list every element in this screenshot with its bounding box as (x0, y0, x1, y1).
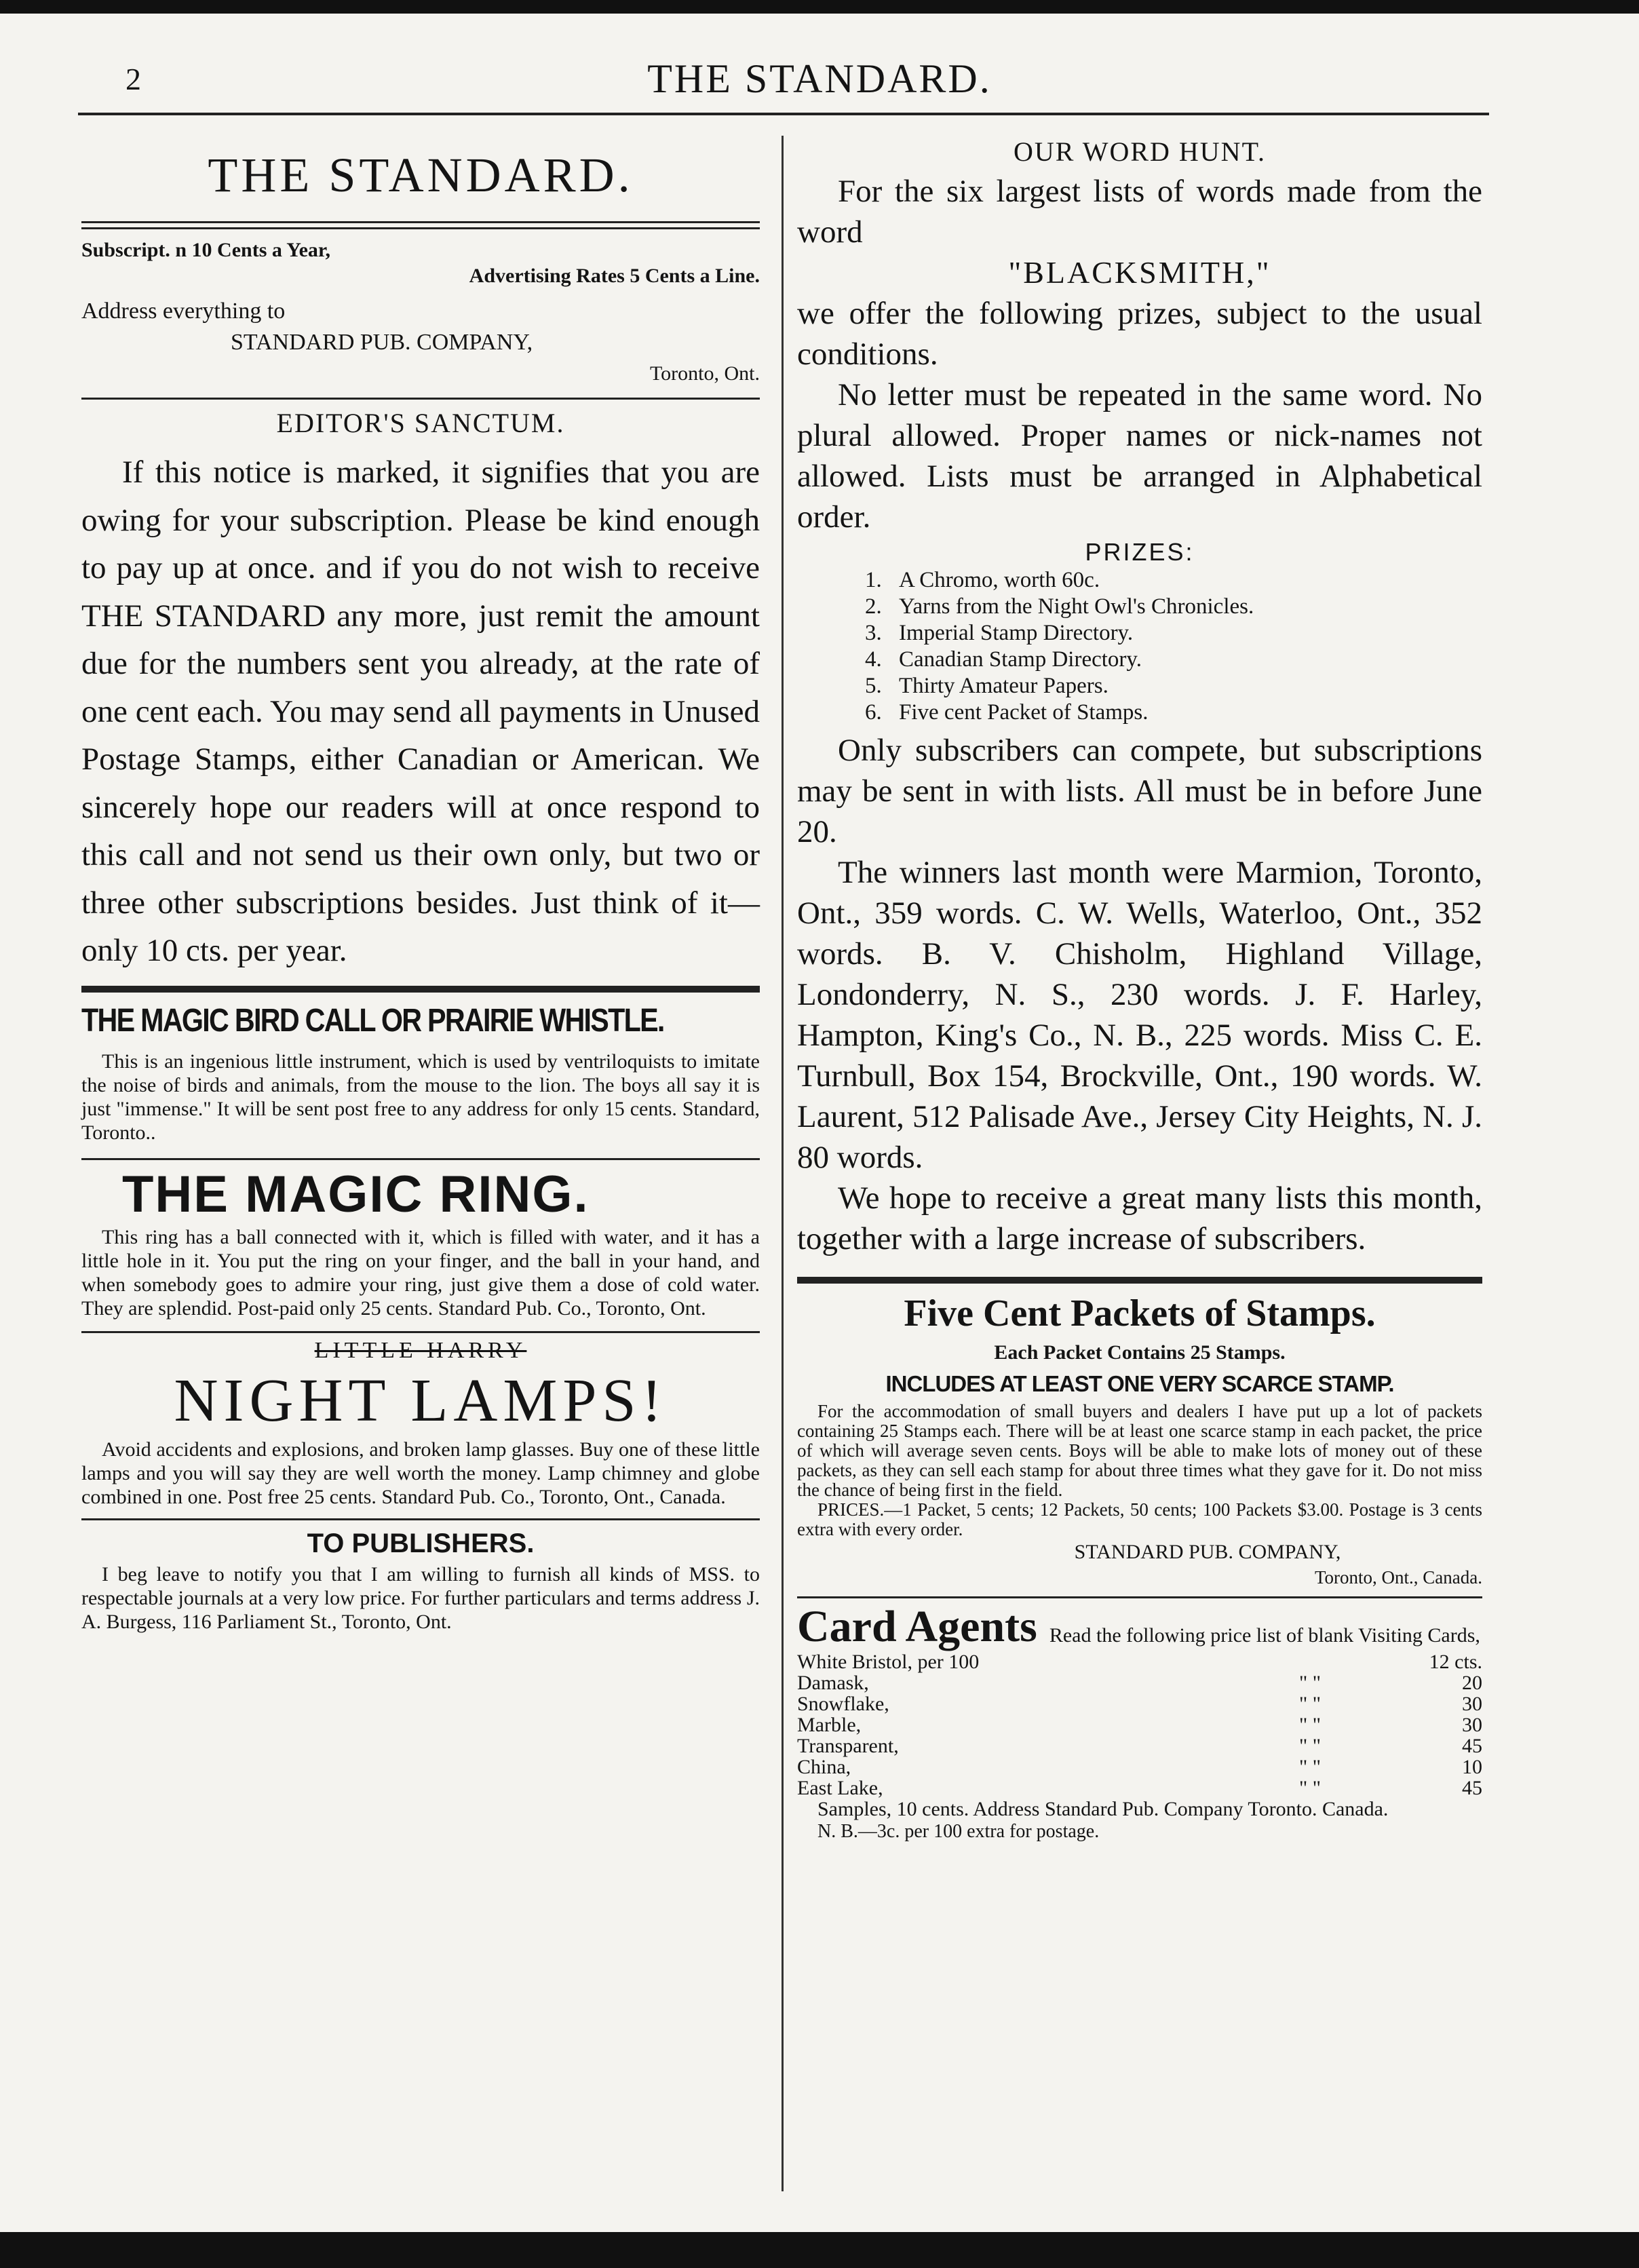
table-row: Snowflake, " " 30 (797, 1693, 1482, 1715)
publishers-heading: TO PUBLISHERS. (307, 1528, 535, 1558)
word-hunt-intro: For the six largest lists of words made from the word (797, 174, 1482, 250)
bird-call-ad (81, 995, 760, 1145)
table-row: China, " " 10 (797, 1756, 1482, 1778)
prize-item: 4. Canadian Stamp Directory. (865, 647, 1142, 672)
publishers-body: I beg leave to notify you that I am willing to furnish all kinds of MSS. to respectable journals at a very low price. For further particulars and terms address J. A. Burgess, 116 Parliament St., Toronto, Ont. (81, 1562, 760, 1633)
packets-heading: Five Cent Packets of Stamps. (904, 1292, 1376, 1334)
masthead-rule (81, 221, 760, 229)
night-lamps-body: Avoid accidents and explosions, and broken lamp glasses. Buy one of these little lamps and you will say they are well worth the money. Lamp chimney and globe combined in one. Post free 25 cents. Standard Pub. Co., Toronto, Ont., Canada. (81, 1438, 760, 1508)
prize-item: 3. Imperial Stamp Directory. (865, 621, 1134, 645)
magic-ring-ad (81, 1164, 760, 1320)
packets-subheading: Each Packet Contains 25 Stamps. (994, 1341, 1286, 1364)
night-lamps-ad (81, 1337, 760, 1509)
prize-item: 2. Yarns from the Night Owl's Chronicles. (865, 594, 1254, 619)
table-row: East Lake, " " 45 (797, 1777, 1482, 1799)
masthead-city: Toronto, Ont. (649, 362, 760, 385)
bird-call-heading: THE MAGIC BIRD CALL OR PRAIRIE WHISTLE. (81, 1002, 664, 1039)
sanctum-heading: EDITOR'S SANCTUM. (276, 408, 565, 438)
word-hunt-winners: The winners last month were Marmion, Toronto, Ont., 359 words. C. W. Wells, Waterloo, Ont., 352 words. B. V. Chisholm, Highland Village, Londonderry, N. S., 230 words. J. F. Harley, Hampton, King's Co., N. B., 225 words. Miss C. E. Turnbull, Box 154, Brockville, Ont., 190 words. W. Laurent, 512 Palisade Ave., Jersey City Heights, N. J. 80 words. (797, 855, 1482, 1175)
magic-ring-body: This ring has a ball connected with it, which is filled with water, and it has a little hole in it. You put the ring on your finger, and the ball in your hand, and when somebody goes to admire your ring, just give them a dose of cold water. They are splendid. Post-paid only 25 cents. Standard Pub. Co., Toronto, Ont. (81, 1225, 760, 1320)
packets-city: Toronto, Ont., Canada. (1314, 1567, 1482, 1588)
word-hunt-compete: Only subscribers can compete, but subscriptions may be sent in with lists. All must be in before June 20. (797, 733, 1482, 849)
section-rule (797, 1277, 1482, 1284)
prizes-list (865, 567, 1482, 726)
magic-ring-heading: THE MAGIC RING. (122, 1165, 590, 1223)
word-hunt-word: "BLACKSMITH," (1008, 255, 1271, 290)
table-row: Marble, " " 30 (797, 1714, 1482, 1736)
prize-item: 1. A Chromo, worth 60c. (865, 568, 1100, 592)
table-row: Damask, " " 20 (797, 1672, 1482, 1694)
masthead-company: STANDARD PUB. COMPANY, (231, 330, 533, 355)
packets-tagline: INCLUDES AT LEAST ONE VERY SCARCE STAMP. (885, 1371, 1394, 1396)
packets-prices: PRICES.—1 Packet, 5 cents; 12 Packets, 50 cents; 100 Packets $3.00. Postage is 3 cents extra with every order. (797, 1499, 1482, 1539)
section-rule (797, 1596, 1482, 1598)
card-agents-header (797, 1602, 1482, 1651)
section-rule (81, 1331, 760, 1333)
masthead-bottom-rule (81, 398, 760, 400)
masthead-address-label: Address everything to (81, 299, 286, 324)
packets-company: STANDARD PUB. COMPANY, (1074, 1541, 1341, 1563)
prizes-heading: PRIZES: (1085, 538, 1195, 566)
masthead-title: THE STANDARD. (208, 148, 634, 202)
running-title: THE STANDARD. (647, 56, 992, 101)
masthead-subscription: Subscript. n 10 Cents a Year, (81, 239, 330, 261)
night-lamps-heading: NIGHT LAMPS! (174, 1366, 668, 1434)
header-rule (78, 113, 1489, 115)
sanctum-body: If this notice is marked, it signifies that you are owing for your subscription. Please be kind enough to pay up at once. and if you do not wish to receive THE STANDARD any more, just remit the amount due for the numbers sent you already, at the rate of one cent each. You may send all payments in Unused Postage Stamps, either Canadian or American. We sincerely hope our readers will at once respond to this call and not send us their own only, but two or three other subscriptions besides. Just think of it—only 10 cts. per year. (81, 455, 760, 968)
card-agents-nb: N. B.—3c. per 100 extra for postage. (817, 1821, 1100, 1842)
stamp-packets-ad (797, 1288, 1482, 1590)
prize-item: 5. Thirty Amateur Papers. (865, 674, 1108, 698)
card-price-table (797, 1651, 1482, 1799)
bird-call-body: This is an ingenious little instrument, which is used by ventriloquists to imitate the noise of birds and animals, from the mouse to the lion. The boys all say it is just "immense." It will be sent post free to any address for only 15 cents. Standard, Toronto.. (81, 1050, 760, 1144)
word-hunt-heading: OUR WORD HUNT. (1013, 136, 1267, 167)
section-rule (81, 1518, 760, 1520)
table-row: Transparent, " " 45 (797, 1735, 1482, 1757)
packets-body: For the accommodation of small buyers and dealers I have put up a lot of packets containing 25 Stamps each. There will be at least one scarce stamp in each packet, the price of which will average seven cents. Boys will be able to make lots of money out of these packets, as they can sell each stamp for about three times what they gave for it. Do not miss the chance of being first in the field. (797, 1401, 1482, 1500)
right-column (797, 129, 1482, 1843)
card-agents-heading: Card Agents (797, 1602, 1037, 1651)
page-top-edge (0, 0, 1639, 14)
page-bottom-edge (0, 2232, 1639, 2268)
card-agents-ad (797, 1602, 1482, 1843)
masthead (81, 145, 760, 400)
word-hunt-offer: we offer the following prizes, subject to the usual conditions. (797, 296, 1482, 372)
left-column (81, 129, 760, 1634)
word-hunt-hope: We hope to receive a great many lists this month, together with a large increase of subscribers. (797, 1180, 1482, 1256)
publishers-ad (81, 1524, 760, 1634)
word-hunt (797, 133, 1482, 1259)
word-hunt-rules: No letter must be repeated in the same word. No plural allowed. Proper names or nick-names not allowed. Lists must be arranged in Alphabetical order. (797, 377, 1482, 535)
running-head (0, 54, 1639, 109)
section-rule (81, 986, 760, 993)
section-rule (81, 1158, 760, 1160)
card-agents-note: Read the following price list of blank Visiting Cards, (1049, 1624, 1480, 1647)
column-rule (782, 136, 784, 2191)
prize-item: 6. Five cent Packet of Stamps. (865, 700, 1149, 725)
page-number: 2 (126, 62, 141, 96)
editors-sanctum (81, 405, 760, 975)
card-agents-samples: Samples, 10 cents. Address Standard Pub. Company Toronto. Canada. (817, 1798, 1389, 1820)
table-row: White Bristol, per 100 12 cts. (797, 1651, 1482, 1673)
masthead-advertising: Advertising Rates 5 Cents a Line. (469, 265, 760, 287)
night-lamps-kicker: LITTLE HARRY (314, 1337, 527, 1363)
